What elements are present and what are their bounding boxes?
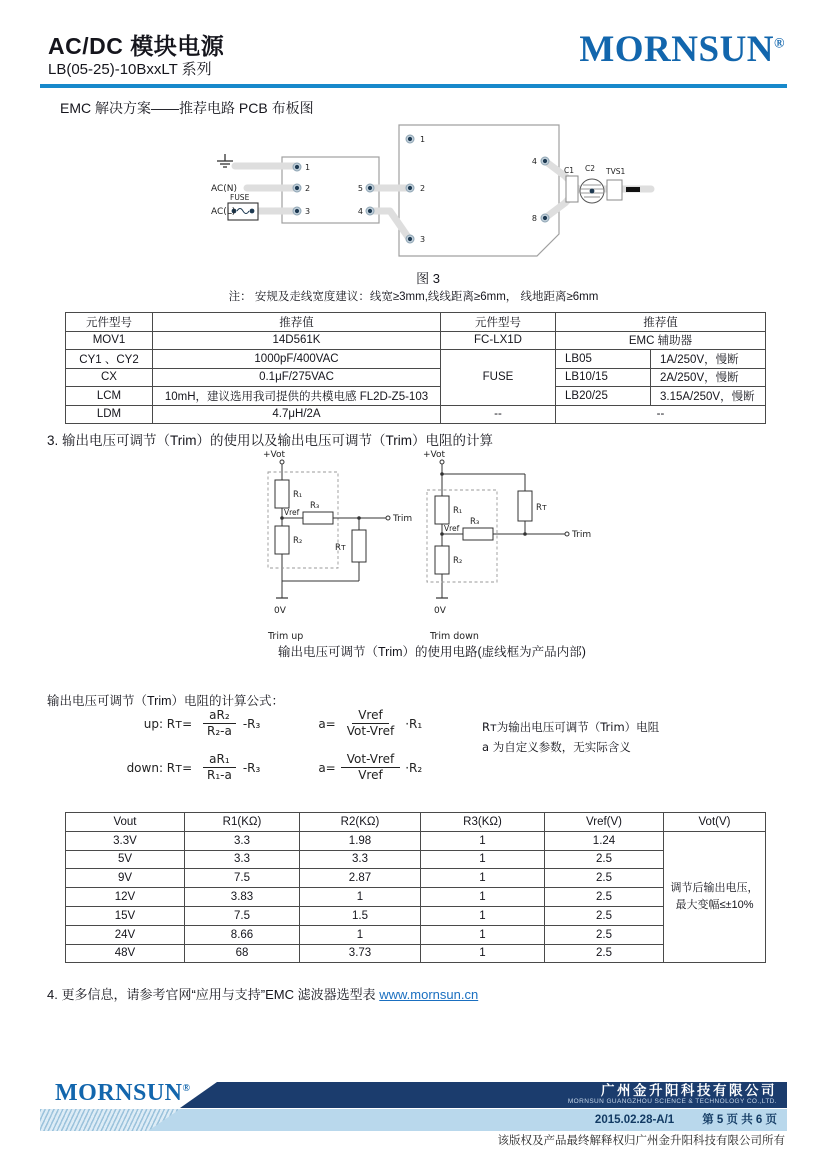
resistor-r1 <box>275 480 289 508</box>
formula-down-lhs: down: Rᴛ= <box>126 760 196 775</box>
cell: LB10/15 <box>556 368 651 387</box>
cell: 3.83 <box>185 888 300 907</box>
cell: 2.5 <box>545 944 664 963</box>
brand-logo-text: MORNSUN <box>579 29 775 70</box>
cell: 1.98 <box>300 831 421 850</box>
cell: 1 <box>421 850 545 869</box>
cell: 1 <box>421 906 545 925</box>
table-row <box>66 368 766 387</box>
copyright-line: 该版权及产品最终解释权归广州金升阳科技有限公司所有 <box>497 1135 785 1147</box>
cell: 5V <box>66 850 185 869</box>
filter-pin: 5 <box>357 184 363 193</box>
footer-logo-text: MORNSUN <box>55 1080 183 1106</box>
label-r2: R₂ <box>293 536 303 546</box>
vot-terminal <box>440 460 444 464</box>
cell: R3(KΩ) <box>421 813 545 832</box>
formula-down-a-tail: ·R₂ <box>405 760 423 775</box>
table-row <box>66 944 766 963</box>
formula-heading: 输出电压可调节（Trim）电阻的计算公式： <box>47 694 285 708</box>
trim-resistor-table <box>65 812 766 963</box>
cell: -- <box>556 405 766 424</box>
resistor-r1 <box>435 496 449 524</box>
label-c1: C1 <box>564 166 575 175</box>
cell: 10mH，建议选用我司提供的共模电感 FL2D-Z5-103 <box>153 387 441 406</box>
module-pin: 1 <box>420 135 426 144</box>
filter-pin: 1 <box>305 163 311 172</box>
cell: LB20/25 <box>556 387 651 406</box>
cell: 推荐值 <box>556 313 766 332</box>
components-table <box>65 312 766 424</box>
label-r3: R₃ <box>470 517 480 527</box>
circuit-caption: 输出电压可调节（Trim）的使用电路(虚线框为产品内部) <box>278 645 586 659</box>
cell: MOV1 <box>66 331 153 350</box>
table-row <box>66 888 766 907</box>
cell: 3.3V <box>66 831 185 850</box>
table-row <box>66 387 766 406</box>
filter-pin: 2 <box>305 184 311 193</box>
table-row <box>66 331 766 350</box>
resistor-r3 <box>303 512 333 524</box>
cell: 48V <box>66 944 185 963</box>
resistor-r2 <box>275 526 289 554</box>
cell: 元件型号 <box>66 313 153 332</box>
filter-pin: 4 <box>357 207 363 216</box>
cell: 1 <box>421 925 545 944</box>
fraction: $\frac{\text{Vref}}{\text{Vot-Vref}}$ <box>346 708 395 738</box>
label-r1: R₁ <box>293 490 303 500</box>
cell: CY1 、CY2 <box>66 350 153 369</box>
cell: 1A/250V，慢断 <box>651 350 766 369</box>
cell: R2(KΩ) <box>300 813 421 832</box>
label-c2: C2 <box>585 164 596 173</box>
vot-terminal <box>280 460 284 464</box>
trim-down-label: Trim down <box>430 631 479 642</box>
cell: 7.5 <box>185 906 300 925</box>
resistor-rt <box>352 530 366 562</box>
label-vref: Vref <box>284 508 300 517</box>
table-row <box>66 831 766 850</box>
formula-up-tail: -R₃ <box>242 716 261 731</box>
cell: 7.5 <box>185 869 300 888</box>
cell: 2A/250V，慢断 <box>651 368 766 387</box>
fraction: $\frac{\text{aR₂}}{\text{R₂-a}}$ <box>201 708 238 739</box>
formula-down-a-lhs: a= <box>318 760 336 775</box>
cell: Vot(V) <box>664 813 766 832</box>
cell: 2.5 <box>545 925 664 944</box>
footer-hatch-pattern <box>40 1109 240 1131</box>
formula-note-a: a 为自定义参数，无实际含义 <box>482 740 631 754</box>
fraction: $\frac{\text{Vot-Vref}}{\text{Vref}}$ <box>341 752 400 783</box>
resistor-rt <box>518 491 532 521</box>
table-row <box>66 925 766 944</box>
formula-down <box>104 752 422 783</box>
section4-line <box>47 984 478 1003</box>
formula-up-a-lhs: a= <box>318 716 336 731</box>
company-name-en: MORNSUN GUANGZHOU SCIENCE & TECHNOLOGY CO.,LTD. <box>567 1098 777 1105</box>
label-rt: Rᴛ <box>335 543 346 553</box>
cell: 1 <box>421 831 545 850</box>
fuse-pad <box>250 209 255 214</box>
cell: 1 <box>421 944 545 963</box>
capacitor-c1 <box>566 176 578 202</box>
cell: 1 <box>300 925 421 944</box>
trim-up-label: Trim up <box>268 631 304 642</box>
vot-note-cell: 调节后输出电压，最大变幅≤±10% <box>664 831 766 963</box>
cell: 1000pF/400VAC <box>153 350 441 369</box>
cell: -- <box>441 405 556 424</box>
cell: 1 <box>421 888 545 907</box>
mornsun-website-link[interactable]: www.mornsun.cn <box>379 987 479 1002</box>
doc-date-revision: 2015.02.28-A/1 <box>594 1114 675 1126</box>
fraction: $\frac{\text{aR₁}}{\text{R₁-a}}$ <box>201 752 238 783</box>
label-ac-n: AC(N) <box>211 184 238 194</box>
footer-company-band <box>40 1082 787 1108</box>
resistor-r2 <box>435 546 449 574</box>
cell: 3.3 <box>185 850 300 869</box>
cell: 15V <box>66 906 185 925</box>
label-trim: Trim <box>572 530 592 540</box>
label-vot: +Vot <box>423 450 446 460</box>
cell: 8.66 <box>185 925 300 944</box>
cell: Vref(V) <box>545 813 664 832</box>
table-row <box>66 850 766 869</box>
cell: R1(KΩ) <box>185 813 300 832</box>
figure-note: 注： 安规及走线宽度建议：线宽≥3mm,线线距离≥6mm， 线地距离≥6mm <box>228 291 599 303</box>
cell: 2.87 <box>300 869 421 888</box>
label-rt: Rᴛ <box>536 503 547 513</box>
table-row <box>66 906 766 925</box>
module-pin: 2 <box>420 184 426 193</box>
trim-down-circuit <box>415 446 605 646</box>
cell: 1 <box>421 869 545 888</box>
cell: 24V <box>66 925 185 944</box>
cell: 2.5 <box>545 906 664 925</box>
cell: 68 <box>185 944 300 963</box>
table-row <box>66 350 766 369</box>
cell: 3.73 <box>300 944 421 963</box>
filter-pin: 3 <box>305 207 311 216</box>
label-r2: R₂ <box>453 556 463 566</box>
ground-icon <box>217 154 233 167</box>
cell: CX <box>66 368 153 387</box>
cell: 2.5 <box>545 869 664 888</box>
formula-up-lhs: up: Rᴛ= <box>143 716 196 731</box>
formula-up <box>104 708 422 739</box>
cell: 12V <box>66 888 185 907</box>
module-pin: 3 <box>420 235 426 244</box>
trim-terminal <box>386 516 390 520</box>
cell: 4.7μH/2A <box>153 405 441 424</box>
formula-notes <box>482 717 659 757</box>
cell: LB05 <box>556 350 651 369</box>
cell: 2.5 <box>545 850 664 869</box>
label-trim: Trim <box>393 514 413 524</box>
cell: LDM <box>66 405 153 424</box>
footer-info-band <box>40 1109 787 1131</box>
header-rule <box>40 84 787 88</box>
cell: 2.5 <box>545 888 664 907</box>
label-r1: R₁ <box>453 506 463 516</box>
trim-terminal <box>565 532 569 536</box>
cell: Vout <box>66 813 185 832</box>
figure-caption: 图 3 <box>416 271 440 286</box>
label-r3: R₃ <box>310 501 320 511</box>
label-ac-l: AC(L) <box>211 207 236 217</box>
label-vot: +Vot <box>263 450 286 460</box>
formula-up-a-tail: ·R₁ <box>405 716 423 731</box>
cell: FUSE <box>441 350 556 406</box>
label-0v: 0V <box>274 606 286 616</box>
cell: EMC 辅助器 <box>556 331 766 350</box>
label-0v: 0V <box>434 606 446 616</box>
series-subtitle: LB(05-25)-10BxxLT 系列 <box>48 61 212 78</box>
table-row <box>66 869 766 888</box>
resistor-r3 <box>463 528 493 540</box>
registered-mark: ® <box>774 36 785 52</box>
table-row <box>66 405 766 424</box>
company-name-cn: 广州金升阳科技有限公司 <box>601 1083 777 1098</box>
cell: 1.24 <box>545 831 664 850</box>
section3-heading: 3. 输出电压可调节（Trim）的使用以及输出电压可调节（Trim）电阻的计算 <box>47 433 493 448</box>
module-pin: 4 <box>531 157 537 166</box>
cell: 1 <box>300 888 421 907</box>
cell: 3.15A/250V，慢断 <box>651 387 766 406</box>
pcb-layout-figure <box>193 114 663 266</box>
trim-up-circuit <box>255 446 425 646</box>
cell: 3.3 <box>300 850 421 869</box>
formula-block <box>104 708 422 783</box>
cell: 14D561K <box>153 331 441 350</box>
table-header-row <box>66 813 766 832</box>
formula-down-tail: -R₃ <box>242 760 261 775</box>
cell: 推荐值 <box>153 313 441 332</box>
cell: 9V <box>66 869 185 888</box>
page-number: 第 5 页 共 6 页 <box>702 1114 777 1126</box>
cell: 元件型号 <box>441 313 556 332</box>
label-tvs: TVS1 <box>606 167 626 176</box>
brand-logo <box>579 28 785 71</box>
page-title: AC/DC 模块电源 <box>48 33 225 59</box>
label-vref: Vref <box>444 524 460 533</box>
module-pin: 8 <box>531 214 537 223</box>
label-fuse: FUSE <box>230 193 250 202</box>
registered-mark: ® <box>182 1083 191 1094</box>
table-header-row <box>66 313 766 332</box>
emc-section-heading: EMC 解决方案——推荐电路 PCB 布板图 <box>60 100 314 116</box>
section4-text: 4. 更多信息，请参考官网“应用与支持”EMC 滤波器选型表 <box>47 987 380 1002</box>
cell: FC-LX1D <box>441 331 556 350</box>
capacitor-c2 <box>580 179 604 203</box>
cell: 0.1μF/275VAC <box>153 368 441 387</box>
formula-note-rt: Rᴛ为输出电压可调节（Trim）电阻 <box>482 720 660 734</box>
cell: 1.5 <box>300 906 421 925</box>
cell: 3.3 <box>185 831 300 850</box>
cell: LCM <box>66 387 153 406</box>
